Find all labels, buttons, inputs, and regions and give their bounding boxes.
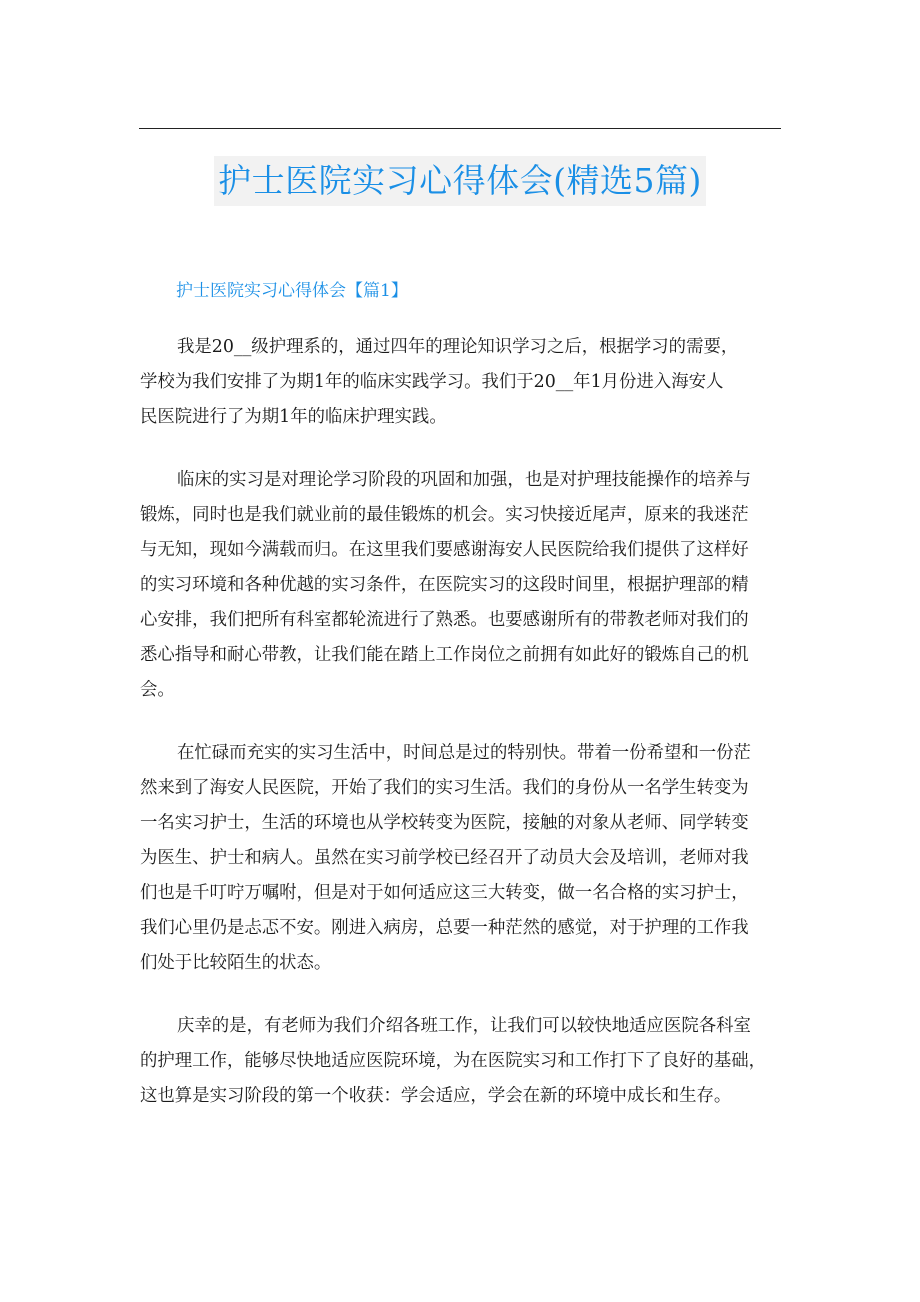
paragraph-line: 这也算是实习阶段的第一个收获：学会适应，学会在新的环境中成长和生存。: [140, 1086, 732, 1106]
section-heading: 护士医院实习心得体会【篇1】: [176, 281, 408, 301]
paragraph-line: 的护理工作，能够尽快地适应医院环境，为在医院实习和工作打下了良好的基础，: [140, 1051, 767, 1071]
paragraph-line: 为医生、护士和病人。虽然在实习前学校已经召开了动员大会及培训，老师对我: [140, 848, 749, 868]
paragraph-line: 悉心指导和耐心带教，让我们能在踏上工作岗位之前拥有如此好的锻炼自己的机: [140, 645, 749, 665]
paragraph-line: 我是20__级护理系的，通过四年的理论知识学习之后，根据学习的需要，: [177, 337, 739, 357]
paragraph-line: 的实习环境和各种优越的实习条件，在医院实习的这段时间里，根据护理部的精: [140, 575, 749, 595]
paragraph-line: 会。: [140, 680, 175, 700]
paragraph-line: 心安排，我们把所有科室都轮流进行了熟悉。也要感谢所有的带教老师对我们的: [140, 610, 749, 630]
paragraph-2: [140, 463, 782, 708]
paragraph-line: 然来到了海安人民医院，开始了我们的实习生活。我们的身份从一名学生转变为: [140, 778, 749, 798]
paragraph-line: 锻炼，同时也是我们就业前的最佳锻炼的机会。实习快接近尾声，原来的我迷茫: [140, 505, 749, 525]
paragraph-line: 学校为我们安排了为期1年的临床实践学习。我们于20__年1月份进入海安人: [140, 372, 724, 392]
paragraph-line: 临床的实习是对理论学习阶段的巩固和加强，也是对护理技能操作的培养与: [177, 470, 751, 490]
document-body: [140, 330, 782, 1142]
paragraph-line: 与无知，现如今满载而归。在这里我们要感谢海安人民医院给我们提供了这样好: [140, 540, 749, 560]
paragraph-line: 我们心里仍是忐忑不安。刚进入病房，总要一种茫然的感觉，对于护理的工作我: [140, 918, 749, 938]
paragraph-1: [140, 330, 782, 435]
paragraph-line: 庆幸的是，有老师为我们介绍各班工作，让我们可以较快地适应医院各科室: [177, 1016, 751, 1036]
header-rule: [139, 128, 781, 129]
title-container: [0, 156, 920, 206]
paragraph-line: 民医院进行了为期1年的临床护理实践。: [140, 407, 447, 427]
paragraph-4: [140, 1009, 782, 1114]
document-title: 护士医院实习心得体会(精选5篇): [214, 156, 706, 206]
paragraph-line: 们处于比较陌生的状态。: [140, 953, 332, 973]
paragraph-line: 在忙碌而充实的实习生活中，时间总是过的特别快。带着一份希望和一份茫: [177, 743, 751, 763]
paragraph-3: [140, 736, 782, 981]
paragraph-line: 一名实习护士，生活的环境也从学校转变为医院，接触的对象从老师、同学转变: [140, 813, 749, 833]
paragraph-line: 们也是千叮咛万嘱咐，但是对于如何适应这三大转变，做一名合格的实习护士，: [140, 883, 749, 903]
